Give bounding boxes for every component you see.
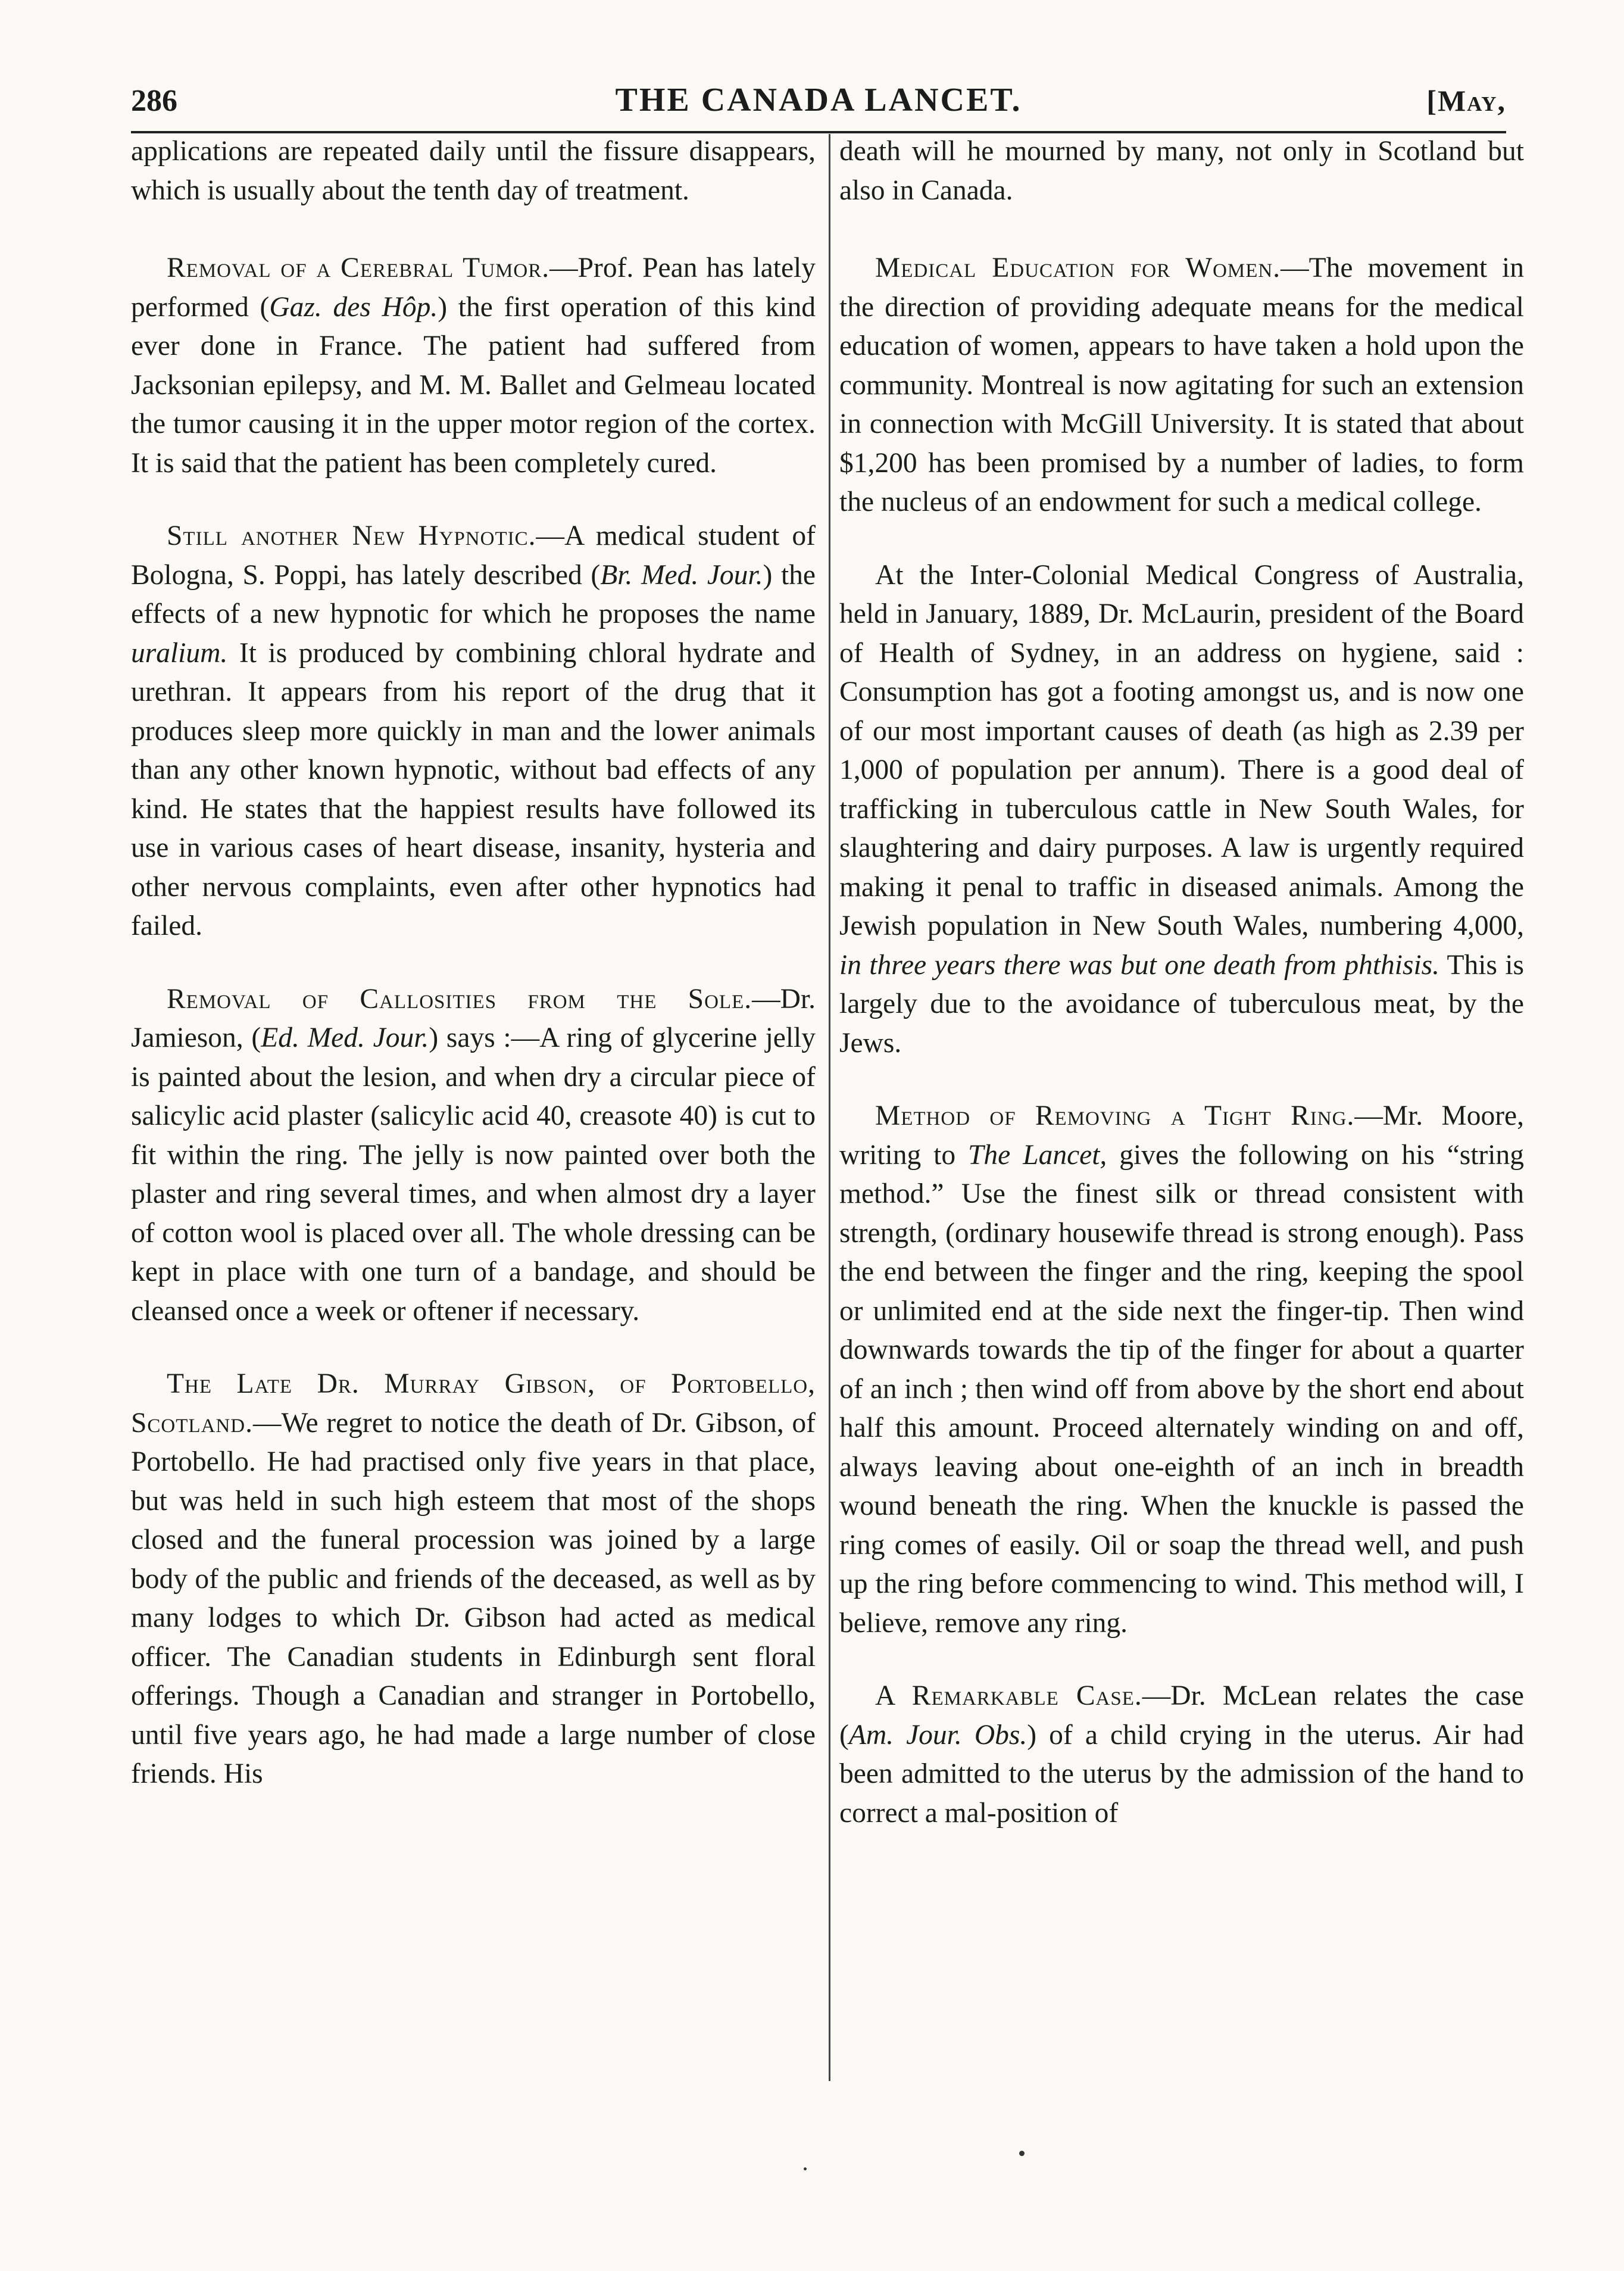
issue-month: [May, [1426,84,1506,117]
article-heading: A Remarkable Case. [875,1680,1142,1711]
print-speck [1019,2151,1025,2156]
article-heading: Medical Education for Women. [875,252,1281,283]
continued-paragraph: applications are repeated daily until the fissure disappears, which is usually about the tenth day of treatment. [131,136,816,206]
article-tight-ring: Method of Removing a Tight Ring.—Mr. Moore, writing to The Lancet, gives the following on his “string method.” Use the finest silk or thread consistent with strength, (ordinary housewife thread is strong enough). Pass the end between the finger and the ring, keeping the spool or unlimited end at the side next the finger-tip. Then wind downwards towards the tip of the finger for about a quarter of an inch ; then wind off from above by the short end about half this amount. Proceed alternately winding on and off, always leaving about one-eighth of an inch in breadth wound beneath the ring. When the knuckle is passed the ring comes of easily. Oil or soap the thread well, and push up the ring before commencing to wind. This method will, I believe, remove any ring. [839,1100,1524,1639]
article-women-education: Medical Education for Women.—The movement in the direction of providing adequate means for the medical education of women, appears to have taken a hold upon the community. Montreal is now agitating for such an extension in connection with McGill University. It is stated that about $1,200 has been promised by a number of ladies, to form the nucleus of an endowment for such a medical college. [839,252,1524,517]
right-column [839,132,1524,2091]
article-heading: The Late Dr. Murray Gibson, of Portobello, Scotland. [131,1368,816,1439]
print-speck [804,2167,807,2170]
article-cerebral-tumor: Removal of a Cerebral Tumor.—Prof. Pean has lately performed (Gaz. des Hôp.) the first operation of this kind ever done in France. The patient had suffered from Jacksonian epilepsy, and M. M. Ballet and Gelmeau located the tumor causing it in the upper motor region of the cortex. It is said that the patient has been completely cured. [131,252,816,479]
article-heading: Method of Removing a Tight Ring. [875,1100,1355,1131]
drug-name: uralium. [131,637,228,669]
article-remarkable-case: A Remarkable Case.—Dr. McLean relates the case (Am. Jour. Obs.) of a child crying in the uterus. Air had been admitted to the uterus by the admission of the hand to correct a mal-position of [839,1680,1524,1829]
article-intercolonial-congress: At the Inter-Colonial Medical Congress of Australia, held in January, 1889, Dr. McLaurin, president of the Board of Health of Sydney, in an address on hygiene, said : Consumption has got a footing amongst us, and is now one of our most important causes of death (as high as 2.39 per 1,000 of population per annum). There is a good deal of trafficking in tuberculous cattle in New South Wales, for slaughtering and dairy purposes. A law is urgently required making it penal to traffic in diseased animals. Among the Jewish population in New South Wales, numbering 4,000, in three years there was but one death from phthisis. This is largely due to the avoidance of tuberculous meat, by the Jews. [839,559,1524,1059]
continued-paragraph: death will he mourned by many, not only in Scotland but also in Canada. [839,136,1524,206]
column-divider [829,134,830,2081]
citation: Am. Jour. Obs. [848,1719,1028,1751]
article-heading: Still another New Hypnotic. [167,520,536,551]
article-heading: Removal of a Cerebral Tumor. [167,252,550,283]
article-new-hypnotic: Still another New Hypnotic.—A medical student of Bologna, S. Poppi, has lately described (Br. Med. Jour.) the effects of a new hypnotic for which he proposes the name uralium. It is produced by combining chloral hydrate and urethran. It appears from his report of the drug that it produces sleep more quickly in man and the lower animals than any other known hypnotic, without bad effects of any kind. He states that the happiest results have followed its use in various cases of heart disease, insanity, hysteria and other nervous complaints, even after other hypnotics had failed. [131,520,816,941]
article-callosities: Removal of Callosities from the Sole.—Dr. Jamieson, (Ed. Med. Jour.) says :—A ring of glycerine jelly is painted about the lesion, and when dry a circular piece of salicylic acid plaster (salicylic acid 40, creasote 40) is cut to fit within the ring. The jelly is now painted over both the plaster and ring several times, and when almost dry a layer of cotton wool is placed over all. The whole dressing can be kept in place with one turn of a bandage, and should be cleansed once a week or oftener if necessary. [131,983,816,1327]
citation: Ed. Med. Jour. [261,1022,429,1053]
citation: Br. Med. Jour. [600,559,763,591]
journal-name: The Lancet, [967,1139,1107,1171]
article-murray-gibson: The Late Dr. Murray Gibson, of Portobello, Scotland.—We regret to notice the death of Dr. Gibson, of Portobello. He had practised only five years in that place, but was held in such high esteem that most of the shops closed and the funeral procession was joined by a large body of the public and friends of the deceased, as well as by many lodges to which Dr. Gibson had acted as medical officer. The Canadian students in Edinburgh sent floral offerings. Though a Canadian and stranger in Portobello, until five years ago, he had made a large number of close friends. His [131,1368,816,1789]
left-column [131,132,816,2091]
citation: Gaz. des Hôp. [269,291,438,323]
article-heading: Removal of Callosities from the Sole. [167,983,752,1015]
running-header [131,65,1506,133]
journal-title: THE CANADA LANCET. [615,82,1022,118]
page-number: 286 [131,84,177,118]
emphasis: in three years there was but one death from phthisis. [839,949,1440,981]
